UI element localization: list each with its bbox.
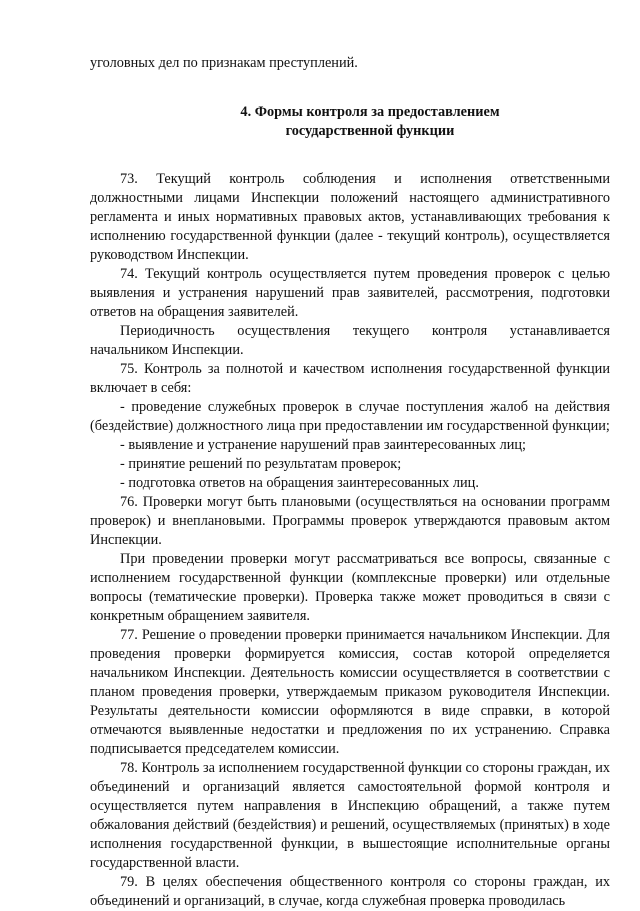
paragraph-78: 78. Контроль за исполнением государственной функции со стороны граждан, их объединений и организаций является самостоятельной формой контроля и осуществляется путем направления в Инспекцию обращений, а также путем обжалования действий (бездействия) и решений, осуществляемых (принятых) в ходе исполнения государственной функции, в вышестоящие исполнительные органы государственной власти. xyxy=(90,760,610,871)
paragraph-77: 77. Решение о проведении проверки принимается начальником Инспекции. Для проведения проверки формируется комиссия, состав которой определяется начальником Инспекции. Деятельность комиссии осуществляется в соответствии с планом проведения проверки, утверждаемым приказом руководителя Инспекции. Результаты деятельности комиссии оформляются в виде справки, в которой отмечаются выявленные недостатки и предложения по их устранению. Справка подписывается председателем комиссии. xyxy=(90,627,610,757)
document-body xyxy=(90,54,610,911)
paragraph-inspection-questions: При проведении проверки могут рассматриваться все вопросы, связанные с исполнением государственной функции (комплексные проверки) или отдельные вопросы (тематические проверки). Проверка также может проводиться в связи с конкретным обращением заявителя. xyxy=(90,551,610,624)
list-item: - выявление и устранение нарушений прав заинтересованных лиц; xyxy=(120,437,527,453)
paragraph-79: 79. В целях обеспечения общественного контроля со стороны граждан, их объединений и организаций, в случае, когда служебная проверка проводилась xyxy=(90,874,610,909)
paragraph-73: 73. Текущий контроль соблюдения и исполнения ответственными должностными лицами Инспекции положений настоящего административного регламента и иных нормативных правовых актов, устанавливающих требования к исполнению государственной функции (далее - текущий контроль), осуществляется руководством Инспекции. xyxy=(90,171,610,263)
paragraph-75: 75. Контроль за полнотой и качеством исполнения государственной функции включает в себя: xyxy=(90,361,610,396)
paragraph-76: 76. Проверки могут быть плановыми (осуществляться на основании программ проверок) и внеплановыми. Программы проверок утверждаются правовым актом Инспекции. xyxy=(90,494,610,548)
paragraph-periodicity: Периодичность осуществления текущего контроля устанавливается начальником Инспекции. xyxy=(90,323,610,358)
list-item: - принятие решений по результатам проверок; xyxy=(120,456,402,472)
section-heading-line-2: государственной функции xyxy=(285,123,455,139)
section-heading xyxy=(90,103,610,141)
list-item: - подготовка ответов на обращения заинтересованных лиц. xyxy=(120,475,479,491)
paragraph-74: 74. Текущий контроль осуществляется путем проведения проверок с целью выявления и устранения нарушений прав заявителей, рассмотрения, подготовки ответов на обращения заявителей. xyxy=(90,266,610,320)
section-heading-line-1: 4. Формы контроля за предоставлением xyxy=(240,104,500,120)
list-item: - проведение служебных проверок в случае поступления жалоб на действия (бездействие) должностного лица при предоставлении им государственной функции; xyxy=(90,399,610,434)
intro-line: уголовных дел по признакам преступлений. xyxy=(90,55,358,71)
